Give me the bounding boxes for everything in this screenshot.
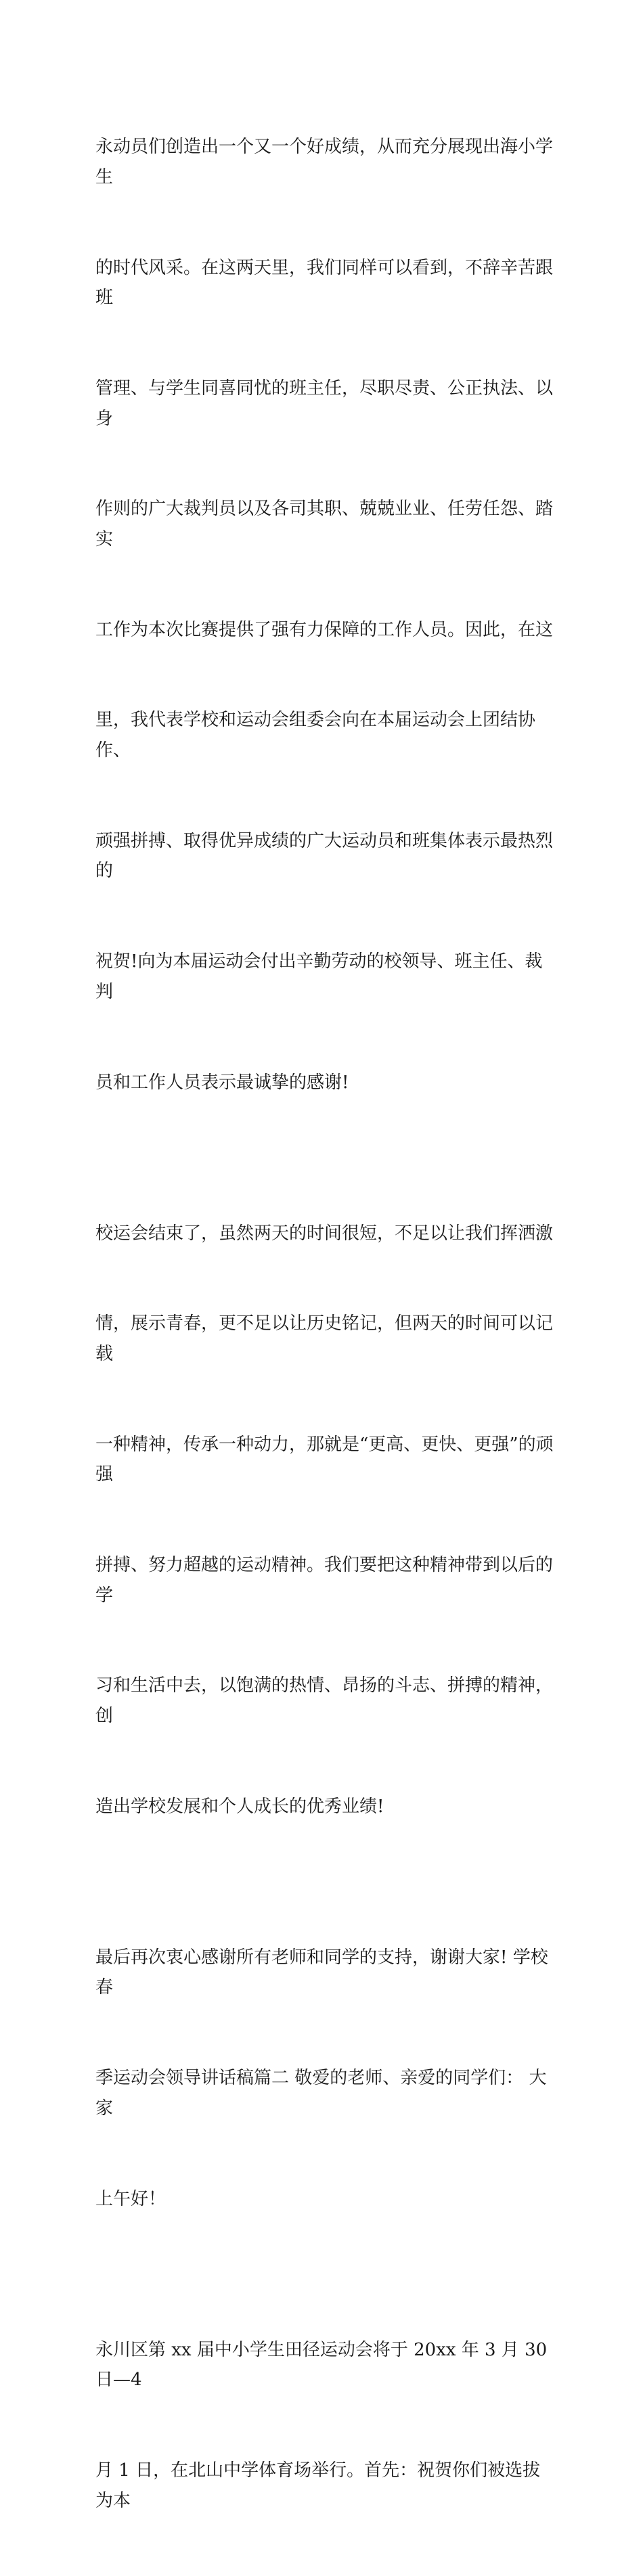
text-line: 拼搏、努力超越的运动精神。我们要把这种精神带到以后的学 <box>95 1555 554 1606</box>
text-line: 一种精神，传承一种动力，那就是“更高、更快、更强”的顽强 <box>95 1434 554 1485</box>
text-line: 校运会结束了，虽然两天的时间很短，不足以让我们挥洒激 <box>95 1223 554 1244</box>
text-line: 顽强拼搏、取得优异成绩的广大运动员和班集体表示最热烈的 <box>95 830 554 882</box>
paragraph-1 <box>95 72 556 1158</box>
text-line: 习和生活中去，以饱满的热情、昂扬的斗志、拼搏的精神，创 <box>95 1675 554 1727</box>
text-line: 情，展示青春，更不足以让历史铭记，但两天的时间可以记载 <box>95 1313 554 1364</box>
text-line: 员和工作人员表示最诚挚的感谢! <box>95 1072 349 1093</box>
paragraph-4 <box>95 2274 556 2576</box>
text-line: 最后再次衷心感谢所有老师和同学的支持，谢谢大家! 学校春 <box>95 1947 548 1998</box>
text-line: 的时代风采。在这两天里，我们同样可以看到，不辞辛苦跟班 <box>95 257 554 309</box>
text-line: 造出学校发展和个人成长的优秀业绩! <box>95 1796 384 1817</box>
text-line: 里，我代表学校和运动会组委会向在本届运动会上团结协作、 <box>95 710 536 761</box>
text-line: 工作为本次比赛提供了强有力保障的工作人员。因此，在这 <box>95 619 554 640</box>
text-line: 作则的广大裁判员以及各司其职、兢兢业业、任劳任怨、踏实 <box>95 499 554 549</box>
text-line: 上午好！ <box>95 2188 167 2209</box>
text-line: 永动员们创造出一个又一个好成绩，从而充分展现出海小学生 <box>95 137 554 187</box>
text-line: 祝贺!向为本届运动会付出辛勤劳动的校领导、班主任、裁判 <box>95 951 543 1002</box>
paragraph-3 <box>95 1882 556 2275</box>
document-body <box>95 72 556 2576</box>
paragraph-2 <box>95 1158 556 1882</box>
text-line: 管理、与学生同喜同忧的班主任，尽职尽责、公正执法、以身 <box>95 378 554 429</box>
text-line: 月 1 日，在北山中学体育场举行。首先：祝贺你们被选拔为本 <box>95 2460 541 2511</box>
text-line: 永川区第 xx 届中小学生田径运动会将于 20xx 年 3 月 30 日—4 <box>95 2339 553 2391</box>
text-line: 季运动会领导讲话稿篇二 敬爱的老师、亲爱的同学们： 大家 <box>95 2068 547 2119</box>
